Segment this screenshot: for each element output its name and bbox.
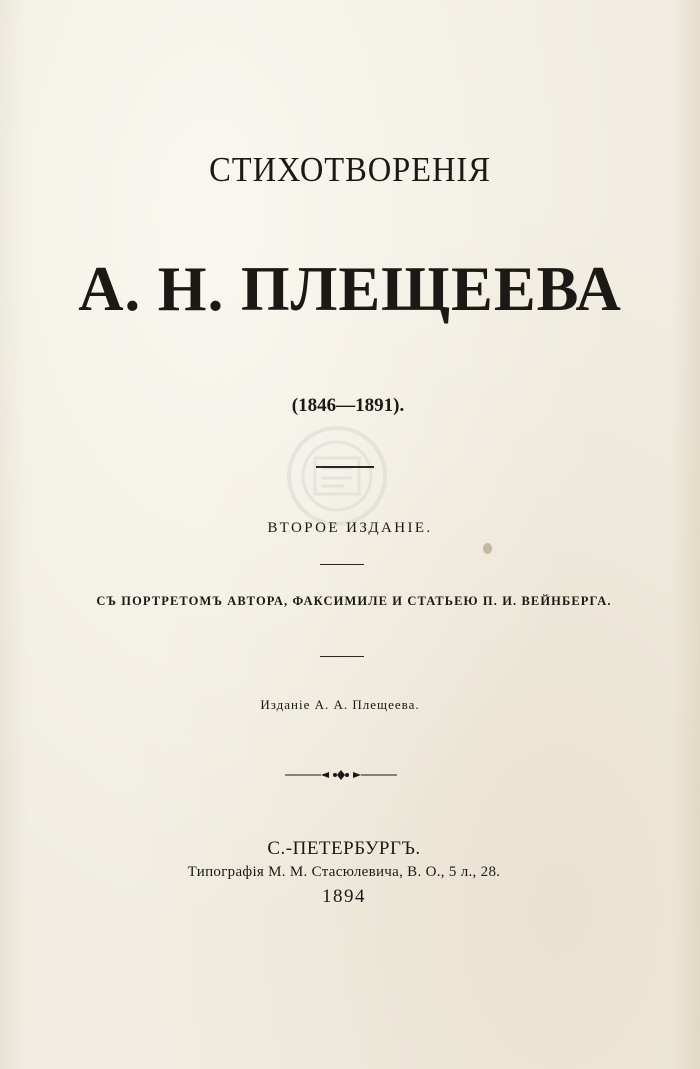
edition-line: ВТОРОЕ ИЗДАНІЕ. — [267, 520, 433, 536]
title-top-line: СТИХОТВОРЕНІЯ — [209, 150, 491, 189]
divider-rule — [320, 656, 364, 657]
faded-library-stamp-icon — [282, 418, 392, 533]
contents-note: СЪ ПОРТРЕТОМЪ АВТОРА, ФАКСИМИЛЕ И СТАТЬЕЮ П. И. ВЕЙНБЕРГА. — [96, 594, 612, 608]
divider-rule — [316, 466, 374, 468]
publication-year: 1894 — [322, 886, 366, 907]
printer-line: Типографія М. М. Стасюлевича, В. О., 5 л., 28. — [187, 864, 501, 880]
divider-rule — [320, 564, 364, 565]
years-line: (1846—1891). — [291, 395, 405, 416]
fleuron-rule-icon — [285, 768, 397, 782]
publisher-edition-line: Изданіе А. А. Плещеева. — [260, 697, 420, 712]
author-title: А. Н. ПЛЕЩЕЕВА — [78, 253, 622, 324]
city-line: С.-ПЕТЕРБУРГЪ. — [267, 838, 421, 859]
paper-foxing-spot — [483, 543, 492, 554]
